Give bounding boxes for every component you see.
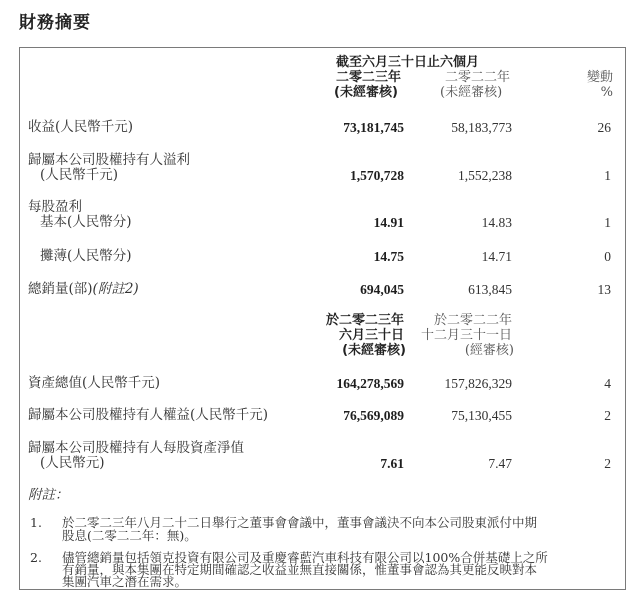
equity-change: 2 <box>604 408 611 423</box>
col-2023-year: 二零二三年 <box>336 70 402 85</box>
equity-2023: 76,569,089 <box>343 408 404 423</box>
nav-change: 2 <box>604 456 611 471</box>
financial-summary-table <box>19 47 626 590</box>
total-assets-2022: 157,826,329 <box>444 376 512 391</box>
sales-volume-note-ref: (附註2) <box>92 281 139 297</box>
revenue-2022: 58,183,773 <box>451 120 512 135</box>
profit-change: 1 <box>604 168 611 183</box>
revenue-label: 收益(人民幣千元) <box>28 119 134 135</box>
sales-volume-2023: 694,045 <box>360 282 404 297</box>
col-2022-status: (未經審核) <box>440 85 503 100</box>
change-unit: % <box>600 85 613 100</box>
bal-col-2023-line2: 六月三十日 <box>338 328 404 343</box>
total-assets-2023: 164,278,569 <box>336 376 404 391</box>
revenue-change: 26 <box>597 120 611 135</box>
bal-col-2022-line2: 十二月三十一日 <box>420 328 512 343</box>
note-1-number: 1. <box>30 515 42 530</box>
note-1-line1: 於二零二三年八月二十二日舉行之董事會會議中，董事會議決不向本公司股東派付中期 <box>62 515 538 530</box>
eps-basic-change: 1 <box>604 215 611 230</box>
eps-basic-2023: 14.91 <box>373 215 404 230</box>
note-2-line1: 儘管總銷量包括領克投資有限公司及重慶睿藍汽車科技有限公司以100%合併基礎上之所 <box>62 550 548 565</box>
total-assets-change: 4 <box>604 376 611 391</box>
equity-label: 歸屬本公司股權持有人權益(人民幣千元) <box>28 407 269 423</box>
bal-col-2022-line3: (經審核) <box>464 343 514 358</box>
profit-2022: 1,552,238 <box>458 168 512 183</box>
period-span-header: 截至六月三十日止六個月 <box>336 55 480 70</box>
note-1-line2: 股息(二零二二年：無)。 <box>62 528 197 543</box>
revenue-2023: 73,181,745 <box>343 120 404 135</box>
note-2-number: 2. <box>30 550 42 565</box>
profit-label: 歸屬本公司股權持有人溢利 <box>28 152 190 168</box>
profit-label-unit: (人民幣千元) <box>40 167 119 183</box>
note-2-line2: 有銷量，與本集團在特定期間確認之收益並無直接關係，惟董事會認為其更能反映對本 <box>62 562 538 577</box>
sales-volume-2022: 613,845 <box>468 282 512 297</box>
total-assets-label: 資產總值(人民幣千元) <box>28 375 161 391</box>
equity-2022: 75,130,455 <box>451 408 512 423</box>
col-2022-year: 二零二二年 <box>445 70 511 85</box>
nav-label: 歸屬本公司股權持有人每股資產淨值 <box>28 440 244 456</box>
sales-volume-label-text: 總銷量(部) <box>28 281 93 297</box>
eps-diluted-2023: 14.75 <box>373 249 404 264</box>
profit-2023: 1,570,728 <box>350 168 404 183</box>
note-2-line3: 集團汽車之潛在需求。 <box>62 574 188 589</box>
eps-label: 每股盈利 <box>28 199 82 215</box>
eps-diluted-2022: 14.71 <box>481 249 512 264</box>
eps-basic-label: 基本(人民幣分) <box>40 214 132 230</box>
nav-label-unit: (人民幣元) <box>40 455 105 471</box>
sales-volume-label <box>28 282 139 297</box>
eps-diluted-label: 攤薄(人民幣分) <box>40 248 132 264</box>
bal-col-2022-line1: 於二零二二年 <box>433 313 512 328</box>
sales-volume-change: 13 <box>597 282 611 297</box>
col-2023-status: (未經審核) <box>334 85 398 100</box>
eps-basic-2022: 14.83 <box>481 215 512 230</box>
nav-2022: 7.47 <box>488 456 512 471</box>
bal-col-2023-line3: (未經審核) <box>342 343 406 358</box>
nav-2023: 7.61 <box>380 456 404 471</box>
change-header: 變動 <box>586 70 613 85</box>
page-title: 財務摘要 <box>19 13 91 33</box>
notes-heading: 附註： <box>28 487 69 503</box>
eps-diluted-change: 0 <box>604 249 611 264</box>
bal-col-2023-line1: 於二零二三年 <box>325 313 404 328</box>
